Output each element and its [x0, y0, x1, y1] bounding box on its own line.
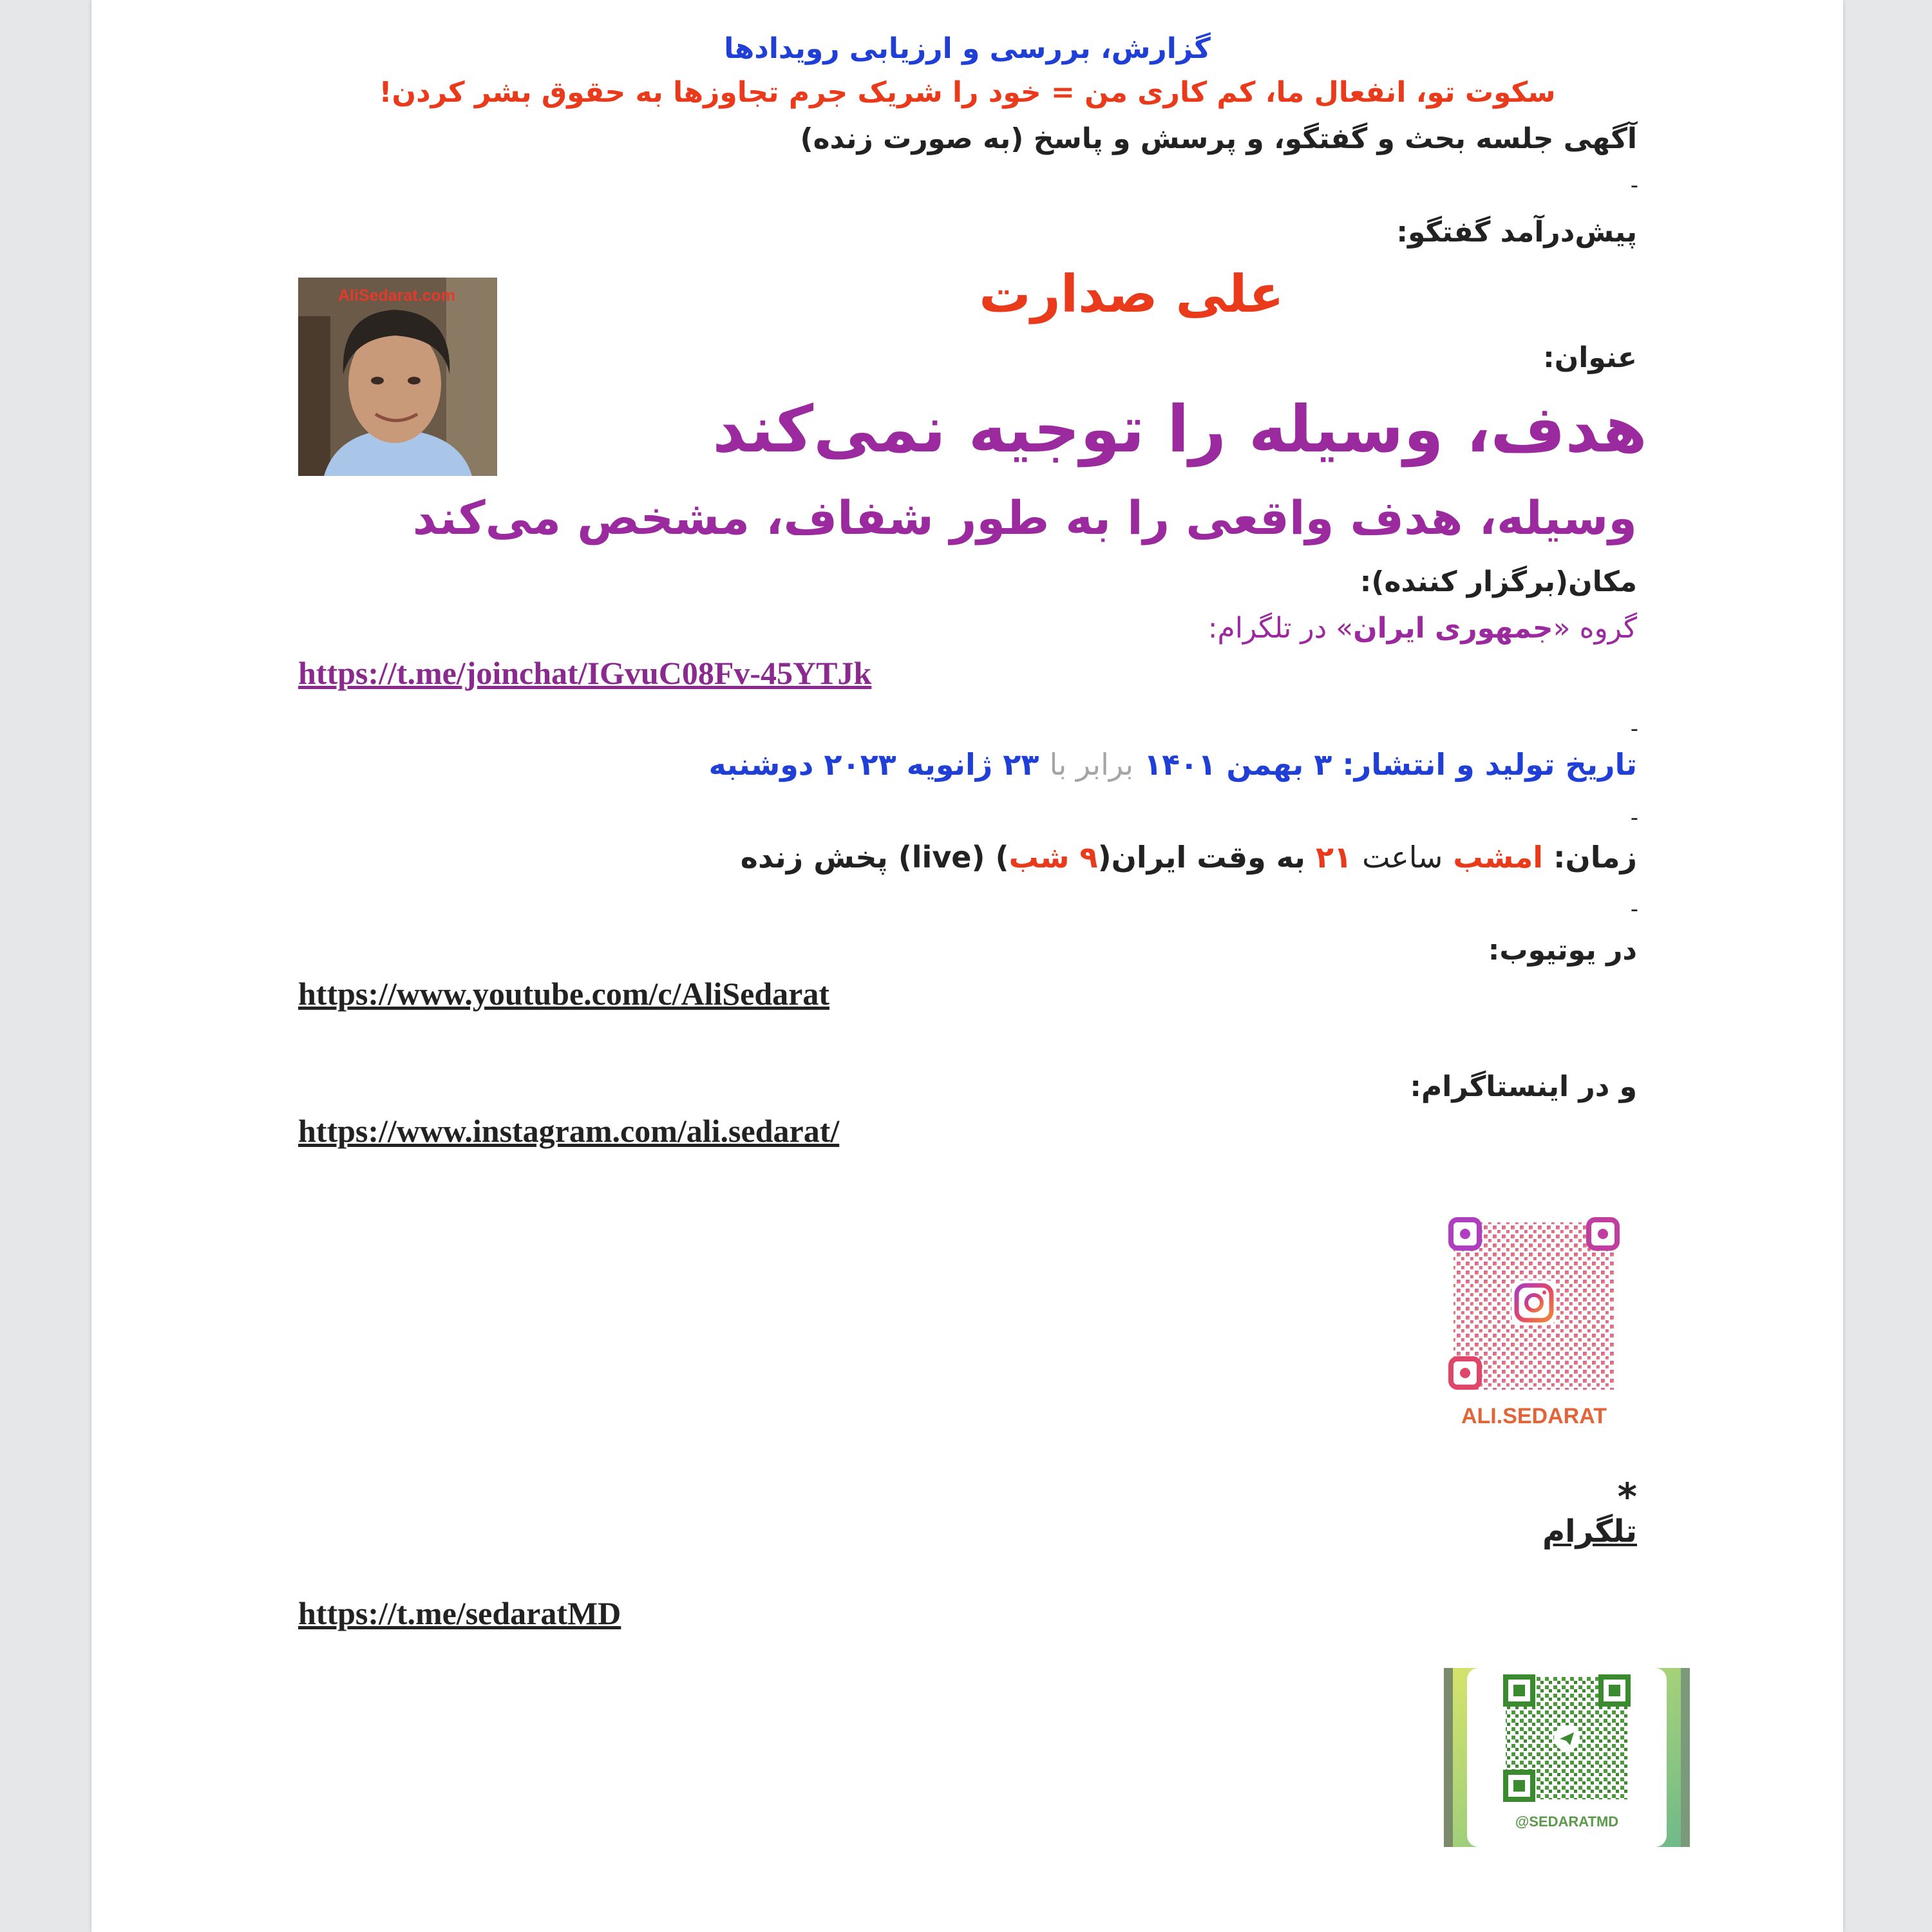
venue-group	[1208, 612, 1637, 645]
time-tail: ) (live) پخش زنده	[740, 840, 1009, 875]
youtube-label: در یوتیوب:	[1488, 934, 1637, 967]
asterisk-icon: *	[1617, 1475, 1637, 1519]
venue-link[interactable]: https://t.me/joinchat/IGvuC08Fv-45YTJk	[298, 655, 872, 691]
title-label: عنوان:	[1543, 341, 1637, 374]
youtube-link[interactable]: https://www.youtube.com/c/AliSedarat	[298, 976, 829, 1012]
subtitle: وسیله، هدف واقعی را به طور شفاف، مشخص می‌کند	[412, 491, 1637, 545]
speaker-name: علی صدارت	[979, 264, 1284, 324]
date-label: تاریخ تولید و انتشار:	[1342, 747, 1637, 782]
announcement: آگهی جلسه بحث و گفتگو، و پرسش و پاسخ (به صورت زنده)	[800, 122, 1637, 155]
separator: -	[1630, 716, 1638, 742]
instagram-qr-code	[1447, 1216, 1621, 1396]
time-tonight: امشب	[1453, 840, 1544, 875]
instagram-link[interactable]: https://www.instagram.com/ali.sedarat/	[298, 1113, 840, 1149]
venue-group-name: جمهوری ایران	[1353, 612, 1553, 645]
speaker-photo	[298, 278, 497, 476]
separator: -	[1630, 173, 1638, 198]
time-night: ۹ شب	[1009, 840, 1098, 875]
time-label: زمان:	[1553, 840, 1637, 875]
intro-label: پیش‌درآمد گفتگو:	[1396, 216, 1637, 249]
date-equal: برابر با	[1049, 747, 1134, 782]
telegram-qr-caption: @SEDARATMD	[1515, 1814, 1619, 1830]
venue-group-suffix: » در تلگرام:	[1208, 612, 1354, 645]
report-header: گزارش، بررسی و ارزیابی رویدادها	[724, 32, 1211, 65]
portrait-image	[298, 278, 497, 476]
time-tz: به وقت ایران(	[1097, 840, 1305, 875]
slogan: سکوت تو، انفعال ما، کم کاری من = خود را شریک جرم تجاوزها به حقوق بشر کردن!	[379, 76, 1556, 109]
time-line	[741, 840, 1637, 875]
main-title: هدف، وسیله را توجیه نمی‌کند	[712, 392, 1647, 467]
date-line	[709, 747, 1637, 782]
instagram-label: و در اینستاگرام:	[1410, 1070, 1637, 1103]
separator: -	[1630, 805, 1638, 831]
instagram-qr-caption: ALI.SEDARAT	[1461, 1404, 1607, 1428]
document-page	[91, 0, 1843, 1932]
venue-label: مکان(برگزار کننده):	[1359, 565, 1637, 598]
telegram-link[interactable]: https://t.me/sedaratMD	[298, 1595, 621, 1631]
separator: -	[1630, 896, 1638, 922]
telegram-qr[interactable]	[1444, 1668, 1690, 1847]
time-hour: ۲۱	[1315, 840, 1352, 875]
date-gregorian: ۲۳ ژانویه ۲۰۲۳ دوشنبه	[708, 747, 1039, 782]
date-persian: ۳ بهمن ۱۴۰۱	[1144, 747, 1332, 782]
time-hour-word: ساعت	[1362, 840, 1443, 875]
venue-group-prefix: گروه «	[1553, 612, 1637, 645]
instagram-qr[interactable]	[1447, 1216, 1621, 1435]
telegram-label: تلگرام	[1542, 1513, 1637, 1549]
photo-watermark: AliSedarat.com	[338, 287, 456, 305]
